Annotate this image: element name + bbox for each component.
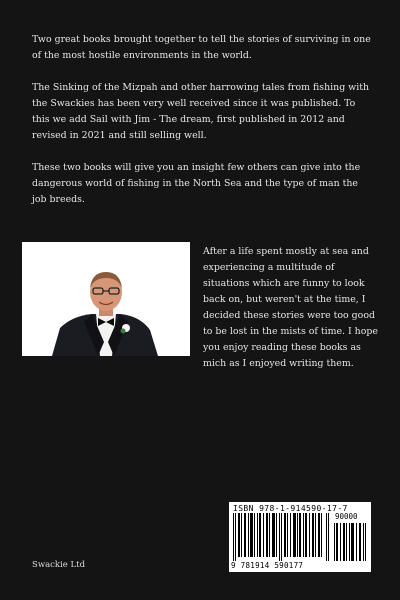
blurb-paragraph-3: These two books will give you an insight few others can give into the dangerous world of fishing in the North Sea and the type of man the job breeds. bbox=[32, 162, 361, 205]
author-photo bbox=[22, 242, 190, 356]
barcode-bars bbox=[233, 513, 330, 561]
publisher-name: Swackie Ltd bbox=[32, 560, 86, 570]
ean-digits: 9 781914 590177 bbox=[231, 561, 304, 570]
blurb-paragraph-2: The Sinking of the Mizpah and other harrowing tales from fishing with the Swackies has been very well received since it was published. To this we add Sail with Jim - The dream, first published in 2012 and revised in 2021 and still selling well. bbox=[32, 82, 370, 141]
isbn-label: ISBN 978-1-914590-17-7 bbox=[233, 504, 348, 513]
blurb-paragraph-1: Two great books brought together to tell the stories of surviving in one of the most hostile environments in the world. bbox=[32, 34, 371, 61]
isbn-barcode bbox=[229, 502, 371, 572]
author-portrait-image bbox=[22, 242, 190, 356]
addon-digits: 90000 bbox=[335, 512, 358, 521]
author-bio: After a life spent mostly at sea and experiencing a multitude of situations which are funny to look back on, but weren't at the time, I decided these stories were too good to be lost in the mists of time. I hope you enjoy reading these books as mich as I enjoyed writing them. bbox=[203, 246, 378, 369]
